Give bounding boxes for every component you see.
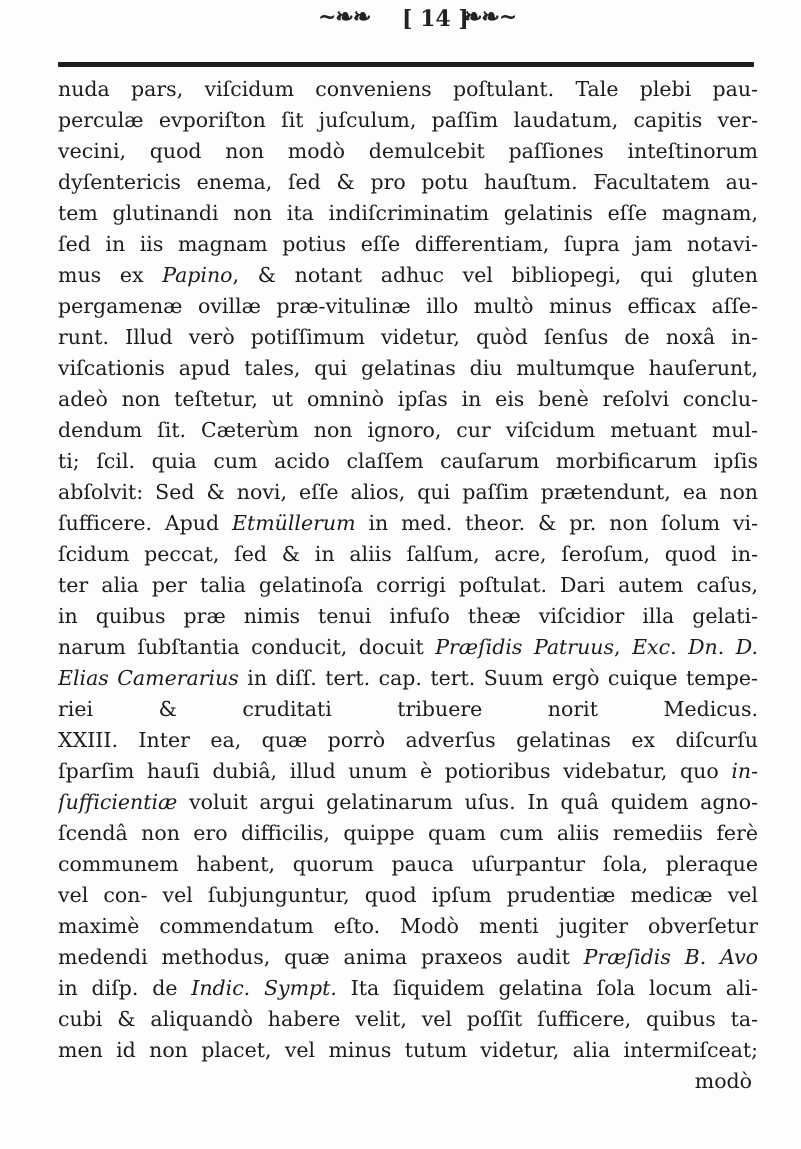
- body-text: [58, 74, 758, 1097]
- text-line: [58, 229, 758, 260]
- text-segment: narum ſubſtantia conducit, docuit: [58, 635, 436, 659]
- text-segment: in quibus præ nimis tenui infuſo theæ viſcidior illa gelati-: [58, 604, 758, 628]
- text-segment: ter alia per talia gelatinoſa corrigi poſtulat. Dari autem caſus,: [58, 573, 758, 597]
- text-line: [58, 818, 758, 849]
- italic-text: Elias Camerarius: [58, 666, 239, 690]
- text-segment: XXIII. Inter ea, quæ porrò adverſus gelatinas ex diſcurſu: [58, 728, 758, 752]
- text-segment: mus ex: [58, 263, 163, 287]
- text-segment: vel con- vel ſubjunguntur, quod ipſum prudentiæ medicæ vel: [58, 883, 758, 907]
- text-line: [58, 353, 758, 384]
- page-header: [0, 0, 801, 70]
- text-segment: ,: [614, 635, 633, 659]
- text-segment: riei & cruditati tribuere norit Medicus.: [58, 697, 758, 721]
- text-line: [58, 260, 758, 291]
- text-segment: communem habent, quorum pauca uſurpantur ſola, pleraque: [58, 852, 758, 876]
- text-line: [58, 973, 758, 1004]
- text-line: [58, 291, 758, 322]
- text-segment: perculæ evporiſton ſit juſculum, paſſim laudatum, capitis ver-: [58, 108, 758, 132]
- text-line: [58, 942, 758, 973]
- italic-text: Exc. Dn. D.: [632, 635, 758, 659]
- text-line: [58, 446, 758, 477]
- text-segment: medendi methodus, quæ anima praxeos audit: [58, 945, 584, 969]
- text-segment: voluit argui gelatinarum uſus. In quâ quidem agno-: [177, 790, 758, 814]
- text-segment: maximè commendatum eſto. Modò menti jugiter obverſetur: [58, 914, 758, 938]
- text-segment: modò: [694, 1069, 752, 1093]
- text-line: [58, 632, 758, 663]
- text-line: [58, 570, 758, 601]
- text-line: [58, 477, 758, 508]
- text-line: [58, 167, 758, 198]
- text-segment: men id non placet, vel minus tutum videtur, alia intermiſceat;: [58, 1038, 758, 1062]
- italic-text: Præſidis B. Avo: [583, 945, 758, 969]
- italic-text: ſufficientiæ: [58, 790, 178, 814]
- text-line: [58, 1035, 758, 1066]
- text-line: [58, 694, 758, 725]
- text-segment: ſufficere. Apud: [58, 511, 233, 535]
- text-segment: tem glutinandi non ita indiſcriminatim gelatinis eſſe magnam,: [58, 201, 758, 225]
- text-segment: in diſſ. tert. cap. tert. Suum ergò cuique tempe-: [238, 666, 758, 690]
- text-line: [58, 663, 758, 694]
- printer-ornament-right: ❧❧~: [464, 4, 517, 30]
- italic-text: Præſidis Patruus: [435, 635, 615, 659]
- text-segment: in diſp. de: [58, 976, 192, 1000]
- italic-text: in-: [731, 759, 758, 783]
- text-line: [58, 74, 758, 105]
- text-segment: pergamenæ ovillæ præ-vitulinæ illo multò minus efficax aſſe-: [58, 294, 758, 318]
- text-segment: dendum ſit. Cæterùm non ignoro, cur viſcidum metuant mul-: [58, 418, 758, 442]
- text-segment: runt. Illud verò potiſſimum videtur, quòd ſenſus de noxâ in-: [58, 325, 758, 349]
- text-line: [58, 725, 758, 756]
- text-segment: cubi & aliquandò habere velit, vel poſſit ſufficere, quibus ta-: [58, 1007, 758, 1031]
- text-line: [58, 787, 758, 818]
- text-line: [58, 415, 758, 446]
- text-segment: abſolvit: Sed & novi, eſſe alios, qui paſſim prætendunt, ea non: [58, 480, 758, 504]
- text-line: [58, 1066, 758, 1097]
- text-line: [58, 849, 758, 880]
- text-segment: ti; ſcil. quia cum acido claſſem cauſarum morbificarum ipſis: [58, 449, 758, 473]
- text-line: [58, 880, 758, 911]
- text-segment: ſcendâ non ero difficilis, quippe quam cum aliis remediis ferè: [58, 821, 758, 845]
- text-segment: dyſentericis enema, ſed & pro potu hauſtum. Facultatem au-: [58, 170, 758, 194]
- text-segment: ſed in iis magnam potius eſſe differentiam, ſupra jam notavi-: [58, 232, 758, 256]
- text-segment: adeò non teſtetur, ut omninò ipſas in eis benè reſolvi conclu-: [58, 387, 758, 411]
- text-line: [58, 136, 758, 167]
- text-line: [58, 911, 758, 942]
- text-line: [58, 601, 758, 632]
- text-segment: Ita ſiquidem gelatina ſola locum ali-: [336, 976, 758, 1000]
- italic-text: Etmüllerum: [232, 511, 356, 535]
- text-segment: ſparſim hauſi dubiâ, illud unum è potioribus videbatur, quo: [58, 759, 732, 783]
- italic-text: Indic. Sympt.: [191, 976, 337, 1000]
- text-line: [58, 384, 758, 415]
- text-segment: ſcidum peccat, ſed & in aliis ſalſum, acre, ſeroſum, quod in-: [58, 542, 758, 566]
- text-line: [58, 756, 758, 787]
- text-line: [58, 322, 758, 353]
- italic-text: Papino: [162, 263, 233, 287]
- text-line: [58, 508, 758, 539]
- header-rule: [58, 62, 754, 67]
- text-line: [58, 198, 758, 229]
- page-number: [ 14 ]: [402, 6, 469, 32]
- text-line: [58, 1004, 758, 1035]
- text-segment: nuda pars, viſcidum conveniens poſtulant. Tale plebi pau-: [58, 77, 758, 101]
- text-line: [58, 105, 758, 136]
- printer-ornament-left: ~❧❧: [318, 4, 371, 30]
- text-segment: vecini, quod non modò demulcebit paſſiones inteſtinorum: [58, 139, 758, 163]
- text-line: [58, 539, 758, 570]
- text-segment: , & notant adhuc vel bibliopegi, qui gluten: [232, 263, 758, 287]
- text-segment: in med. theor. & pr. non ſolum vi-: [355, 511, 758, 535]
- text-segment: viſcationis apud tales, qui gelatinas diu multumque hauſerunt,: [58, 356, 758, 380]
